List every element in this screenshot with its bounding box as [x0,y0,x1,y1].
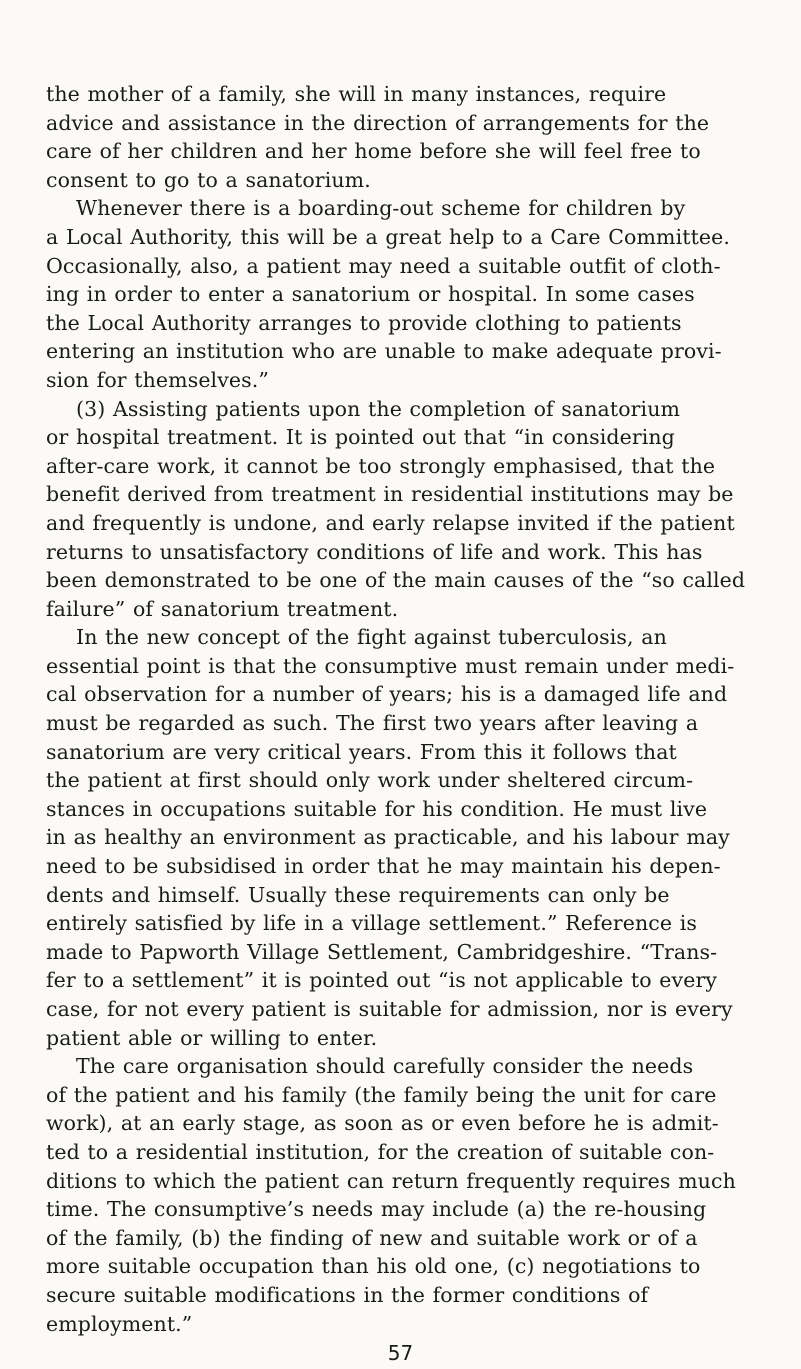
text-line: advice and assistance in the direction of arrangements for the [46,110,710,135]
text-line: care of her children and her home before she will feel free to [46,139,701,164]
text-line: fer to a settlement” it is pointed out “is not applicable to every [46,968,718,993]
text-line: employment.” [46,1311,193,1336]
text-line: made to Papworth Village Settlement, Cambridgeshire. “Trans- [46,939,718,964]
text-line: benefit derived from treatment in residential institutions may be [46,482,734,507]
text-line: consent to go to a sanatorium. [46,167,371,192]
paragraph-first-line: In the new concept of the fight against tuberculosis, an [76,625,667,650]
text-line: need to be subsidised in order that he may maintain his depen- [46,854,721,879]
text-line: of the family, (b) the finding of new and suitable work or of a [46,1225,698,1250]
text-line: cal observation for a number of years; his is a damaged life and [46,682,728,707]
text-line: or hospital treatment. It is pointed out that “in considering [46,425,675,450]
text-line: the patient at first should only work under sheltered circum- [46,768,694,793]
page-number: 57 [387,1341,414,1365]
text-line: sion for themselves.” [46,367,269,392]
text-line: stances in occupations suitable for his condition. He must live [46,796,708,821]
text-line: of the patient and his family (the family being the unit for care [46,1082,717,1107]
text-line: ing in order to enter a sanatorium or hospital. In some cases [46,282,695,307]
text-line: been demonstrated to be one of the main causes of the “so called [46,568,746,593]
text-line: a Local Authority, this will be a great help to a Care Committee. [46,224,730,249]
text-line: ted to a residential institution, for the creation of suitable con- [46,1139,715,1164]
text-line: work), at an early stage, as soon as or even before he is admit- [46,1111,719,1136]
text-line: secure suitable modifications in the former conditions of [46,1282,649,1307]
text-line: entering an institution who are unable to make adequate provi- [46,339,722,364]
text-line: time. The consumptive’s needs may include (a) the re-housing [46,1197,707,1222]
text-line: essential point is that the consumptive must remain under medi- [46,653,735,678]
text-line: in as healthy an environment as practicable, and his labour may [46,825,730,850]
paragraph-first-line: The care organisation should carefully consider the needs [76,1054,694,1079]
text-line: more suitable occupation than his old one, (c) negotiations to [46,1254,701,1279]
document-page [46,80,758,1338]
text-line: must be regarded as such. The first two years after leaving a [46,711,699,736]
text-line: and frequently is undone, and early relapse invited if the patient [46,510,735,535]
text-line: case, for not every patient is suitable for admission, nor is every [46,997,733,1021]
paragraph-first-line: (3) Assisting patients upon the completion of sanatorium [76,396,681,421]
text-line: ditions to which the patient can return frequently requires much [46,1168,736,1193]
text-line: failure” of sanatorium treatment. [46,596,399,621]
text-line: after-care work, it cannot be too strongly emphasised, that the [46,453,716,478]
text-line: sanatorium are very critical years. From this it follows that [46,739,677,764]
paragraph-first-line: Whenever there is a boarding-out scheme for children by [76,196,686,221]
text-line: entirely satisfied by life in a village settlement.” Reference is [46,911,697,936]
text-line: the mother of a family, she will in many instances, require [46,82,667,106]
text-line: returns to unsatisfactory conditions of life and work. This has [46,539,703,564]
text-line: Occasionally, also, a patient may need a suitable outfit of cloth- [46,253,721,278]
text-line: the Local Authority arranges to provide clothing to patients [46,310,682,335]
text-line: patient able or willing to enter. [46,1025,378,1050]
text-line: dents and himself. Usually these requirements can only be [46,882,670,907]
